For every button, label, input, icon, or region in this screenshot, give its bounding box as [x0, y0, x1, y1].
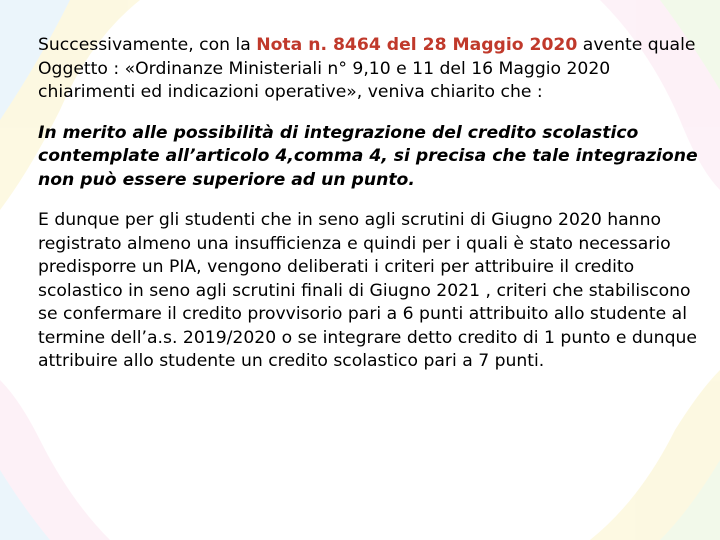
intro-paragraph — [38, 34, 698, 105]
intro-text-start: Successivamente, con la — [38, 35, 257, 55]
quote-paragraph: In merito alle possibilità di integrazione del credito scolastico contemplate all’articolo 4,comma 4, si precisa che tale integrazione non può essere superiore ad un punto. — [38, 122, 698, 190]
intro-text-end: avente quale Oggetto : «Ordinanze Ministeriali n° 9,10 e 11 del 16 Maggio 2020 chiarimenti ed indicazioni operative», veniva chiarito che : — [38, 35, 696, 102]
slide-body — [38, 34, 698, 374]
conclusion-paragraph: E dunque per gli studenti che in seno agli scrutini di Giugno 2020 hanno registrato almeno una insufficienza e quindi per i quali è stato necessario predisporre un PIA, vengono deliberati i criteri per attribuire il credito scolastico in seno agli scrutini finali di Giugno 2021 , criteri che stabiliscono se confermare il credito provvisorio pari a 6 punti attribuito allo studente al termine dell’a.s. 2019/2020 o se integrare detto credito di 1 punto e dunque attribuire allo studente un credito scolastico pari a 7 punti. — [38, 210, 697, 371]
nota-reference: Nota n. 8464 del 28 Maggio 2020 — [256, 35, 578, 55]
